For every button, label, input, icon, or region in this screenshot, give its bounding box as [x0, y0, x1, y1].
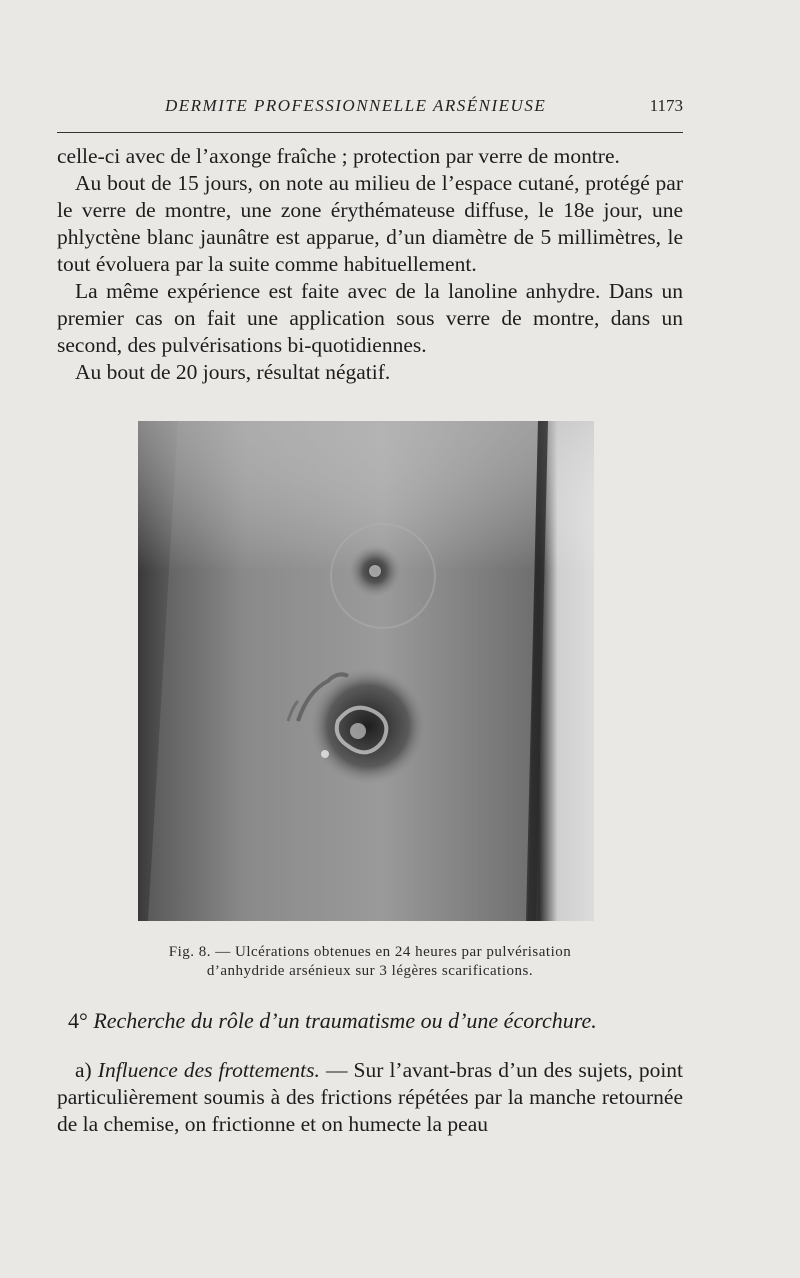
paragraph-last	[57, 1057, 683, 1138]
paragraph-1: celle-ci avec de l’axonge fraîche ; protection par verre de montre.	[57, 144, 620, 168]
running-title: DERMITE PROFESSIONNELLE ARSÉNIEUSE	[165, 96, 547, 115]
paragraph-3: La même expérience est faite avec de la lanoline anhydre. Dans un premier cas on fait une application sous verre de montre, dans un second, des pulvérisations bi-quotidiennes.	[57, 279, 683, 357]
figure-caption	[130, 943, 610, 981]
caption-line-1: Fig. 8. — Ulcérations obtenues en 24 heures par pulvérisation	[168, 944, 572, 960]
header-rule	[57, 132, 683, 133]
running-header	[57, 96, 683, 126]
body-text-bottom	[57, 1057, 683, 1138]
paragraph-label: a)	[75, 1058, 92, 1082]
page-number: 1173	[649, 96, 683, 115]
section-title: Recherche du rôle d’un traumatisme ou d’une écorchure.	[93, 1008, 597, 1033]
section-number: 4°	[68, 1008, 88, 1033]
paragraph-text: — Sur l’avant-bras d’un des sujets, point particulièrement soumis à des frictions répétées par la manche retournée de la chemise, on frictionne et on humecte la peau	[57, 1058, 684, 1136]
paragraph-title: Influence des frottements.	[97, 1058, 320, 1082]
figure-photograph	[138, 421, 594, 921]
caption-line-2: d’anhydride arsénieux sur 3 légères scarifications.	[206, 963, 534, 979]
body-text-top	[57, 143, 683, 386]
paragraph-2: Au bout de 15 jours, on note au milieu de l’espace cutané, protégé par le verre de montre, une zone érythémateuse diffuse, le 18e jour, une phlyctène blanc jaunâtre est apparue, d’un diamètre de 5 millimètres, le tout évoluera par la suite comme habituellement.	[57, 171, 683, 276]
section-heading	[68, 1008, 688, 1034]
photograph-forearm-ulcerations	[138, 421, 594, 921]
paragraph-4: Au bout de 20 jours, résultat négatif.	[75, 360, 391, 384]
